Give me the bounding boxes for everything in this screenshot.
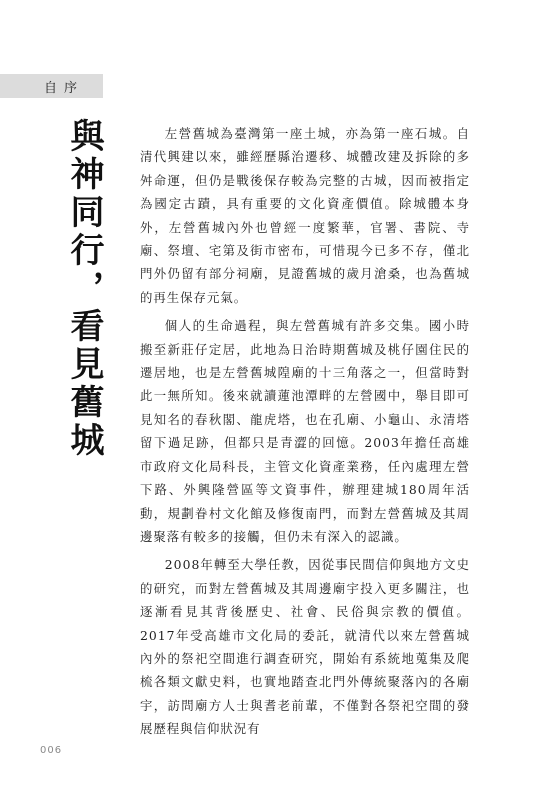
paragraph: 2008年轉至大學任教，因從事民間信仰與地方文史的研究，而對左營舊城及其周邊廟宇投入更多關注，也逐漸看見其背後歷史、社會、民俗與宗教的價值。2017年受高雄市文化局的委託，就清代以來左營舊城內外的祭祀空間進行調查研究，開始有系統地蒐集及爬梳各類文獻史料，也實地踏查北門外傳統聚落內的各廟宇，訪問廟方人士與耆老前輩，不僅對各祭祀空間的發展歷程與信仰狀況有: [140, 557, 470, 737]
section-tab: [0, 74, 103, 98]
paragraph: 個人的生命過程，與左營舊城有許多交集。國小時搬至新莊仔定居，此地為日治時期舊城及桃仔園住民的遷居地，也是左營舊城隍廟的十三角落之一，但當時對此一無所知。後來就讀蓮池潭畔的左營國中，舉目即可見知名的春秋閣、龍虎塔，也在孔廟、小龜山、永清塔留下過足跡，但都只是青澀的回憶。2003年擔任高雄市政府文化局科長，主管文化資產業務，任內處理左營下路、外興隆營區等文資事件，辦理建城180周年活動，規劃眷村文化館及修復南門，而對左營舊城及其周邊聚落有較多的接觸，但仍未有深入的認識。: [140, 318, 470, 544]
section-label: 自序: [44, 81, 85, 96]
body-text: [140, 122, 470, 746]
page-number: 006: [40, 745, 63, 756]
vertical-title: 與神同行，看見舊城: [64, 118, 104, 460]
paragraph: 左營舊城為臺灣第一座土城，亦為第一座石城。自清代興建以來，雖經歷縣治遷移、城體改建及拆除的多舛命運，但仍是戰後保存較為完整的古城，因而被指定為國定古蹟，具有重要的文化資產價值。除城體本身外，左營舊城內外也曾經一度繁華，官署、書院、寺廟、祭壇、宅第及街市密布，可惜現今已多不存，僅北門外仍留有部分祠廟，見證舊城的歲月滄桑，也為舊城的再生保存元氣。: [140, 126, 470, 305]
